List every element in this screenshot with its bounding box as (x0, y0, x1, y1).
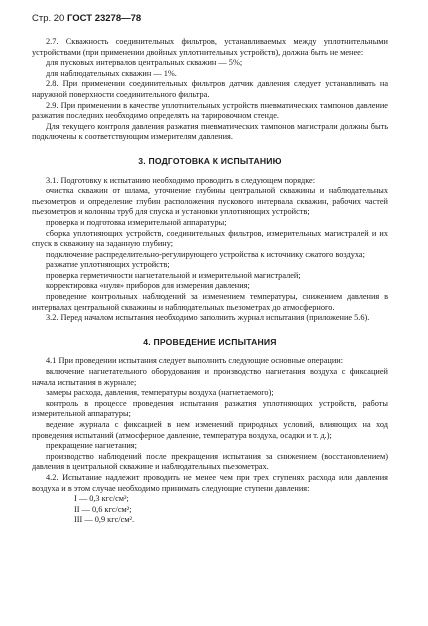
section-4-heading: 4. ПРОВЕДЕНИЕ ИСПЫТАНИЯ (143, 336, 277, 347)
paragraph-2-9: 2.9. При применении в качестве уплотнительных устройств пневматических тампонов давление разжатия последних необходимо определять на тарировочном стенде. (32, 100, 388, 121)
paragraph-2-8: 2.8. При применении соединительных фильтров датчик давления следует устанавливать на наружной поверхности соединительного фильтра. (32, 79, 388, 99)
list-item: проверка герметичности нагнетательной и измерительной магистралей; (46, 270, 301, 280)
paragraph-2-9-cont: Для текущего контроля давления разжатия пневматических тампонов магистрали должны быть подключены к соответствующим измерителям давления. (32, 121, 388, 142)
page-header (32, 13, 388, 25)
paragraph-2-7-item-a: для пусковых интервалов центральных скважин — 5%; (46, 58, 243, 68)
paragraph-2-7: 2.7. Скважность соединительных фильтров, устанавливаемых между уплотнительными устройствами (при применении двойных уплотнительных устройств), должна быть не менее: (32, 37, 388, 57)
list-item: очистка скважин от шлама, уточнение глубины центральной скважины и наблюдательных пьезометров и определение глубин расположения пускового интервала скважин, рабочих частей пьезометров и колонны труб для спуска и установки уплотняющих устройств; (32, 186, 388, 217)
list-item: контроль в процессе проведения испытания разжатия уплотняющих устройств, работы измерительной аппаратуры; (32, 398, 388, 419)
stage-item: II — 0,6 кгс/см²; (74, 504, 132, 514)
paragraph-2-7-item-b: для наблюдательных скважин — 1%. (46, 68, 177, 78)
paragraph-3-2: 3.2. Перед началом испытания необходимо заполнить журнал испытания (приложение 5.6). (46, 313, 370, 323)
list-4-1 (32, 367, 388, 473)
list-3-1 (32, 186, 388, 313)
list-item: прекращение нагнетания; (46, 441, 137, 451)
paragraph-3-1: 3.1. Подготовку к испытанию необходимо проводить в следующем порядке: (46, 175, 316, 185)
list-item: корректировка «нуля» приборов для измерения давления; (46, 281, 250, 291)
pressure-stages (74, 494, 388, 525)
section-3-heading: 3. ПОДГОТОВКА К ИСПЫТАНИЮ (138, 155, 282, 166)
paragraph-4-2: 4.2. Испытание надлежит проводить не менее чем при трех ступенях расхода или давления воздуха и в этом случае необходимо принимать следующие ступени давления: (32, 472, 388, 493)
stage-item: III — 0,9 кгс/см². (74, 514, 135, 524)
list-item: производство наблюдений после прекращения испытания за снижением (восстановлением) давления в центральной скважине и наблюдательных пьезометрах. (32, 451, 388, 472)
list-item: сборка уплотняющих устройств, соединительных фильтров, измерительных магистралей и их спуск в скважину на заданную глубину; (32, 228, 388, 249)
list-item: проведение контрольных наблюдений за изменением температуры, снижением давления в интервалах центральной скважины и наблюдательных пьезометрах до атмосферного. (32, 292, 388, 312)
list-item: разжатие уплотняющих устройств; (46, 260, 170, 270)
list-item: подключение распределительно-регулирующего устройства к источнику сжатого воздуха; (46, 249, 365, 259)
standard-code: ГОСТ 23278—78 (66, 13, 142, 24)
list-item: ведение журнала с фиксацией в нем изменений природных условий, влияющих на ход проведения испытаний (атмосферное давление, температура воздуха, осадки и т. д.); (32, 420, 388, 440)
page-number: Стр. 20 (32, 13, 65, 24)
paragraph-4-1: 4.1 При проведении испытания следует выполнить следующие основные операции: (46, 356, 344, 366)
list-item: проверка и подготовка измерительной аппаратуры; (46, 217, 227, 227)
list-item: замеры расхода, давления, температуры воздуха (нагнетаемого); (46, 388, 274, 398)
list-item: включение нагнетательного оборудования и производство нагнетания воздуха с фиксацией начала испытания в журнале; (32, 367, 388, 387)
stage-item: I — 0,3 кгс/см²; (74, 494, 129, 504)
